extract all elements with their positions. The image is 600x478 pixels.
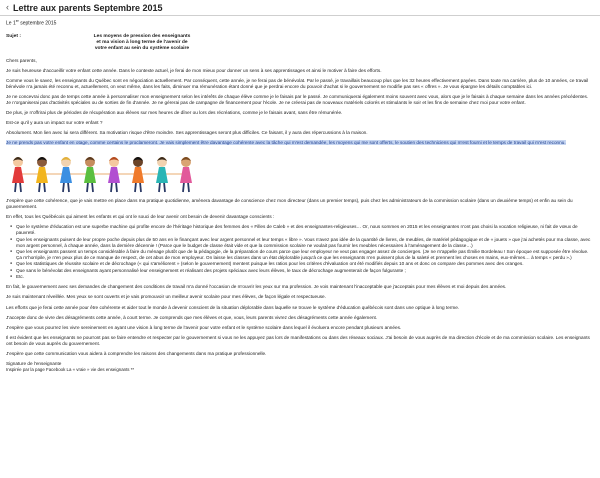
list-item: ● Que sans le bénévolat des enseignants ayant personnalisé leur enseignement et réalisant des projets spéciaux avec leurs élèves, le taux de décrochage augmenterait de façon fulgurante ; [10,268,594,274]
paragraph-14: J'espère que vous pourrez les vivre sereinement en ayant une vision à long terme de l'avenir pour votre enfant et le système scolaire dans lequel il évoluera encore pendant plusieurs années. [6,324,402,330]
child-leg [87,182,88,192]
signature-block [6,361,594,373]
child-leg [15,182,16,192]
child-leg [111,182,112,192]
highlighted-text: Je ne prends pas votre enfant en otage, comme certains le proclameront. Je vais simplement être davantage cohérente avec la tâche qui m'est demandée, les moyens qui me sont offerts, le soutien des techniciens qui m'est fourni et le temps de travail qui m'est reconnu. [6,140,566,146]
subject-line-2: et ma vision à long terme de l'avenir de [96,39,188,45]
paragraph-9: En effet, tous les Québécois qui aiment les enfants et qui ont le souci de leur avenir ont besoin de devenir davantage conscients : [6,214,275,220]
date-prefix: Le 1 [6,20,16,27]
child-body [36,167,48,183]
subject-label: Sujet : [6,33,21,39]
awareness-list [10,224,594,280]
paragraph-2: Comme vous le savez, les enseignants du Québec sont en négociation actuellement. Par conséquent, cette année, je ne ferai pas de bénévolat. Par le passé, je travaillais beaucoup plus que les 32 heures effectivement payées. Dans toute ma carrière, plus de 10 années, ce travail bénévole n'a jamais été reconnu et, actuellement, on veut même, dans les faits, diminuer ma rémunération étant donné que je perdrai encore du pouvoir d'achat si le gouvernement ne modifie pas ses « offres ». Je vous épargne les détails comptables ici. [6,77,589,89]
child-leg [188,182,189,192]
paragraph-10: En fait, le gouvernement avec ses demandes de changement des conditions de travail m'a donné l'occasion de m'ouvrir les yeux sur ma profession. Je vois maintenant l'inacceptable que j'acceptais pour mes élèves et moi depuis des années. [6,284,507,290]
signature-line: Signature de l'enseignante [6,360,62,366]
children-illustration [8,150,208,194]
letter-body [6,19,594,373]
window-header [0,0,600,16]
inspiration-credit: Inspirée par la page Facebook La « vraie » vie des enseignants ** [6,366,135,372]
child-leg [164,182,165,192]
child-leg [20,182,21,192]
child-leg [68,182,69,192]
child-leg [39,182,40,192]
child-body [180,167,192,183]
child-body [156,167,168,183]
list-item: ● Que les enseignants passent un temps considérable à faire du ménage plutôt que de la pédagogie, de la préparation de cours parce que leur employeur ne veut pas engager assez de concierges. (Je ne m'appelle pas Émilie Bordeleau ! Son époque est supposée être révolue. Ça m'horripile, je n'en peux plus de ce manque de respect, de cet abus de mon employeur. On laisse les classes dans un état déplorable jusqu'à ce que les enseignants n'en puissent plus de la saleté et prennent les choses en mains, eux-mêmes… à temps « perdu ».) [10,249,594,261]
children-holding-hands-icon [8,150,208,194]
paragraph-5: Est-ce qu'il y aura un impact sur votre enfant ? [6,119,103,125]
child-leg [44,182,45,192]
paragraph-11: Je suis maintenant réveillée. Mes yeux se sont ouverts et je vais promouvoir un meilleur avenir scolaire pour mes élèves, de façon légale et respectueuse. [6,294,326,300]
child-leg [135,182,136,192]
child-body [108,167,120,183]
child-leg [63,182,64,192]
child-body [12,167,24,183]
date-sup: er [15,19,19,23]
subject-line-1: Les moyens de pression des enseignants [93,33,191,39]
paragraph-8: J'espère que cette cohérence, que je vais mettre en place dans ma pratique quotidienne, amènera davantage de conscience chez mon directeur (dans un premier temps), puis chez les administrateurs de la commission scolaire (dans un deuxième temps) et enfin au sein du gouvernement. [6,198,573,210]
list-item: ● Que le système d'éducation est une superbe machine qui profite encore de l'héritage historique des femmes des « Filles de Caleb » et des enseignantes-religieuses… Or, nous sommes en 2015 et les enseignantes n'ont pas choisi la vocation religieuse, ni fait de vœux de pauvreté. [10,224,594,236]
paragraph-6: Absolument. Mon lien avec lui sera différent. Sa motivation risque d'être moindre. Ses apprentissages seront plus difficiles. Ce faisant, il y aura des répercussions à la maison. [6,129,368,135]
child-leg [183,182,184,192]
document-title: Lettre aux parents Septembre 2015 [13,2,163,13]
list-item: ● Etc. [10,274,594,280]
letter-subject [6,34,594,52]
date-suffix: septembre 2015 [18,20,57,27]
paragraph-1: Je suis heureuse d'accueillir votre enfant cette année. Dans le contexte actuel, je ferai de mon mieux pour donner un sens à ses apprentissages et ainsi le motiver à faire des efforts. [6,67,382,73]
chevron-left-icon[interactable]: ‹ [6,2,9,12]
child-body [84,167,96,183]
paragraph-15: Il est évident que les enseignants ne pourront pas se faire entendre et respecter par le gouvernement si vous ne les appuyez pas lors de manifestations ou dans des réseaux sociaux. J'ai besoin de vous auprès de ma direction d'école et de ma commission scolaire. Les enseignants ont besoin de vous auprès du gouvernement. [6,334,590,346]
subject-text [42,34,242,52]
child-leg [140,182,141,192]
list-item: ● Que les statistiques de réussite scolaire et de décrochage (« qui s'améliorent » (selon le gouvernement) mentent puisque les ratios pour les critères d'évaluation ont été modifiés depuis 10 ans et donc on compare des pommes avec des oranges. [10,261,594,267]
paragraph-3: Je ne concevrai donc pas de temps cette année à personnaliser mon enseignement selon les intérêts de chaque élève comme je le faisais par le passé. Je communiquerai également moins souvent avec vous, alors que je le faisais à chaque semaine dans les années précédentes. Je n'organiserai pas d'activités spéciales ou de sorties de fin d'année. Je ne gérerai pas de campagne de financement pour l'école. Je ne créerai pas de nouveaux matériels colorés et stimulants le soir et les fins de semaine chez moi pour votre enfant. [6,93,589,105]
paragraph-4: De plus, je n'offrirai plus de périodes de récupération aux élèves sur mes heures de dîner ou lors des récréations, comme je le faisais avant, sans être rémunérée. [6,109,343,115]
paragraph-12: Les efforts que je ferai cette année pour être cohérente et aider tout le monde à devenir conscient de la situation déplorable dans laquelle se trouve le système d'éducation québécois sont dans une optique à long terme. [6,304,460,310]
greeting: Chers parents, [6,57,37,63]
paragraph-13: J'accepte donc de vivre des désagréments cette année, à court terme. Je comprends que mes élèves et que, vous, leurs parents vivrez des désagréments cette année également. [6,314,378,320]
child-leg [92,182,93,192]
child-leg [159,182,160,192]
child-leg [116,182,117,192]
letter-date [6,19,594,28]
child-body [60,167,72,183]
subject-line-3: votre enfant au sein du système scolaire [94,45,190,51]
paragraph-highlighted [6,140,594,146]
list-item: ● Que les enseignants puisent de leur propre poche depuis plus de 50 ans en le finançant avec leur argent personnel et leur temps « libre ». Vous n'avez pas idée de la quantité de livres, de meubles, de matériel pédagogique et de « jouets » que j'ai achetés pour ma classe, avec mon argent personnel, à chaque année, dans la dernière décennie ! (Parce que le budget de classe était vide et que la commission scolaire ne voulait pas fournir les meubles nécessaires à l'aménagement de la classe…) [10,237,594,249]
child-body [132,167,144,183]
paragraph-16: J'espère que cette communication vous aidera à comprendre les raisons des changements dans ma pratique professionnelle. [6,350,267,356]
